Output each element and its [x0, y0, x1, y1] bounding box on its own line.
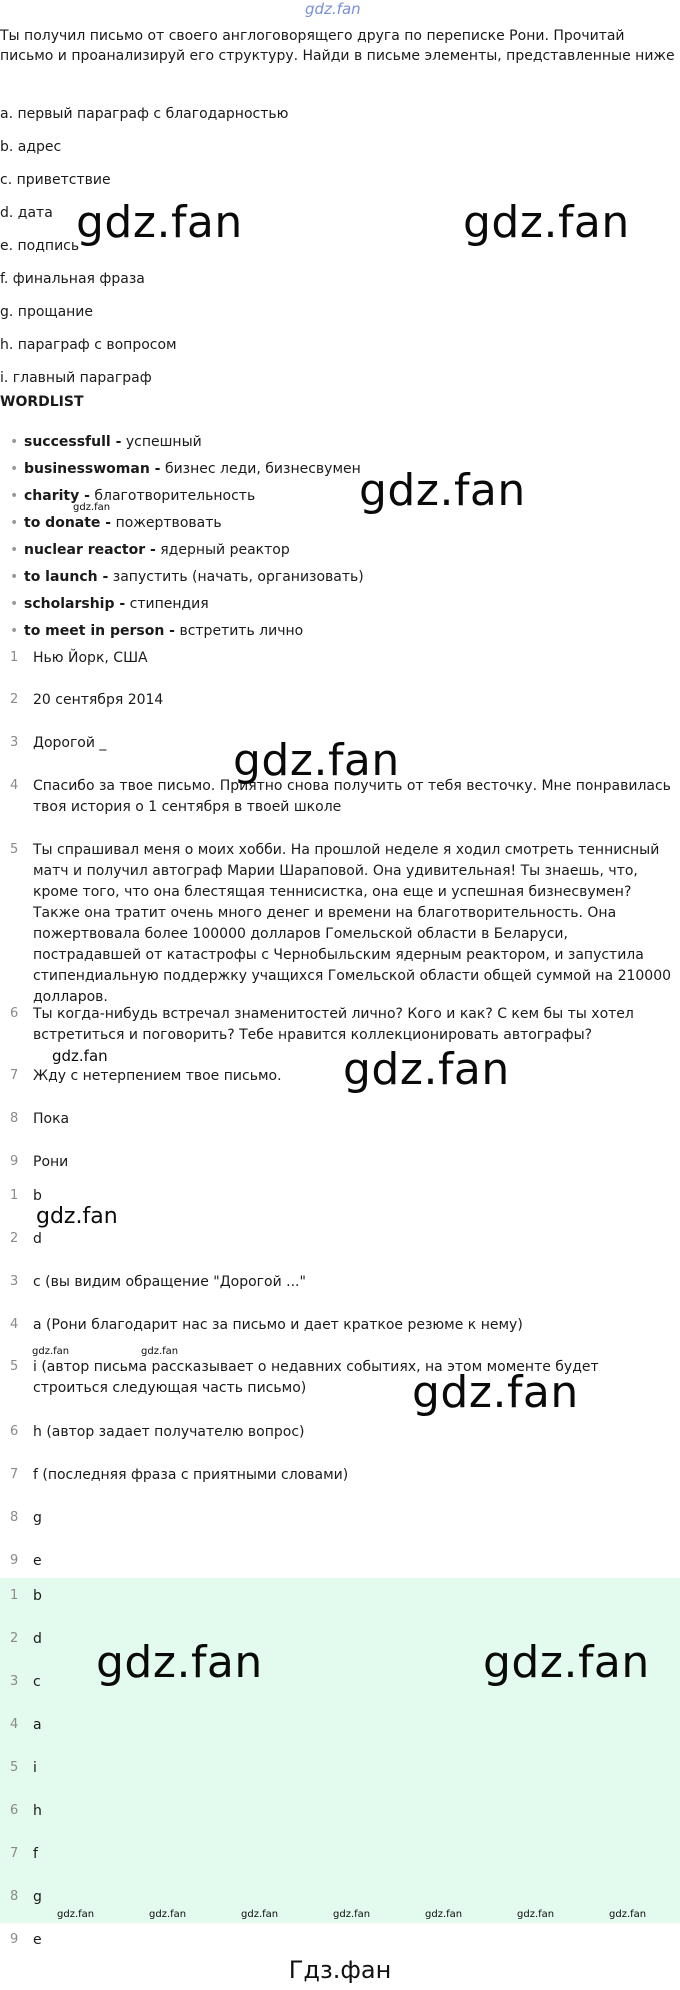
wordlist-translation: бизнес леди, бизнесвумен [160, 461, 361, 477]
analysis-line: a (Рони благодарит нас за письмо и дает краткое резюме к нему) [33, 1317, 523, 1333]
row-number: 1 [10, 650, 19, 665]
bullet-icon: • [10, 434, 19, 450]
row-number: 3 [10, 1274, 19, 1289]
wordlist-translation: успешный [121, 434, 202, 450]
letter-line: Ты спрашивал меня о моих хобби. На прошлой неделе я ходил смотреть теннисный матч и получил автограф Марии Шараповой. Она удивительная! Ты знаешь, что, кроме того, что она блестящая теннисистка, она еще и успешная бизнесвумен? Также она тратит очень много денег и времени на благотворительность. Она пожертвовала более 100000 долларов Гомельской области в Беларуси, пострадавшей от катастрофы с Чернобыльским ядерным реактором, и запустила стипендиальную поддержку учащихся Гомельской области общей суммой на 210000 долларов. [33, 842, 672, 1005]
row-number: 2 [10, 1631, 19, 1646]
bullet-icon: • [10, 488, 19, 504]
row-number: 1 [10, 1588, 19, 1603]
answer-line: g [33, 1889, 42, 1905]
row-number: 7 [10, 1467, 19, 1482]
analysis-line: e [33, 1553, 42, 1569]
row-number: 4 [10, 1717, 19, 1732]
bullet-icon: • [10, 461, 19, 477]
row-number: 2 [10, 692, 19, 707]
watermark: gdz.fan [149, 1909, 187, 1920]
wordlist-item [10, 594, 209, 614]
wordlist-term: nuclear reactor - [24, 542, 156, 558]
row-number: 4 [10, 1317, 19, 1332]
row-number: 9 [10, 1932, 19, 1947]
wordlist-item [10, 621, 303, 641]
watermark: gdz.fan [141, 1346, 179, 1357]
letter-line: Жду с нетерпением твое письмо. [33, 1068, 282, 1084]
letter-line: Рони [33, 1154, 69, 1170]
element-item-h: h. параграф с вопросом [0, 337, 177, 353]
row-number: 6 [10, 1424, 19, 1439]
wordlist-term: scholarship - [24, 596, 126, 612]
answer-line: a [33, 1717, 42, 1733]
row-number: 5 [10, 1359, 19, 1374]
element-item-g: g. прощание [0, 304, 94, 320]
wordlist-item [10, 459, 361, 479]
row-number: 2 [10, 1231, 19, 1246]
answer-line: d [33, 1631, 42, 1647]
watermark: gdz.fan [32, 1346, 70, 1357]
analysis-line: c (вы видим обращение "Дорогой ..." [33, 1274, 306, 1290]
answer-line: f [33, 1846, 38, 1862]
footer-brand: Гдз.фан [288, 1956, 392, 1984]
element-item-c: c. приветствие [0, 172, 111, 188]
letter-line: Ты когда-нибудь встречал знаменитостей лично? Кого и как? С кем бы ты хотел встретиться и поговорить? Тебе нравится коллекционировать автографы? [33, 1006, 634, 1043]
wordlist-term: to meet in person - [24, 623, 175, 639]
wordlist-translation: запустить (начать, организовать) [108, 569, 364, 585]
watermark: gdz.fan [333, 1909, 371, 1920]
analysis-line: d [33, 1231, 42, 1247]
wordlist-term: successfull - [24, 434, 122, 450]
watermark: gdz.fan [241, 1909, 279, 1920]
watermark: gdz.fan [609, 1909, 647, 1920]
letter-line: Нью Йорк, США [33, 650, 148, 666]
analysis-line: i (автор письма рассказывает о недавних событиях, на этом моменте будет строиться следующая часть письмо) [33, 1359, 599, 1396]
wordlist-item [10, 567, 364, 587]
bullet-icon: • [10, 542, 19, 558]
element-item-i: i. главный параграф [0, 370, 152, 386]
watermark: gdz.fan [96, 1637, 263, 1688]
answer-line: e [33, 1932, 42, 1948]
letter-line: Пока [33, 1111, 70, 1127]
row-number: 7 [10, 1068, 19, 1083]
element-item-a: a. первый параграф с благодарностью [0, 106, 289, 122]
wordlist-term: to donate - [24, 515, 112, 531]
answer-line: b [33, 1588, 42, 1604]
watermark: gdz.fan [359, 465, 526, 516]
wordlist-translation: встретить лично [175, 623, 304, 639]
bullet-icon: • [10, 515, 19, 531]
row-number: 6 [10, 1803, 19, 1818]
row-number: 3 [10, 735, 19, 750]
letter-line: 20 сентября 2014 [33, 692, 164, 708]
bullet-icon: • [10, 596, 19, 612]
wordlist-translation: благотворительность [89, 488, 256, 504]
wordlist-item [10, 540, 290, 560]
row-number: 3 [10, 1674, 19, 1689]
element-item-f: f. финальная фраза [0, 271, 145, 287]
row-number: 8 [10, 1111, 19, 1126]
row-number: 7 [10, 1846, 19, 1861]
answer-line: h [33, 1803, 42, 1819]
element-item-b: b. адрес [0, 139, 62, 155]
row-number: 9 [10, 1553, 19, 1568]
wordlist-term: to launch - [24, 569, 109, 585]
answer-line: c [33, 1674, 41, 1690]
row-number: 1 [10, 1188, 19, 1203]
wordlist-term: charity - [24, 488, 90, 504]
watermark: gdz.fan [233, 735, 400, 786]
watermark: gdz.fan [483, 1637, 650, 1688]
watermark: gdz.fan [425, 1909, 463, 1920]
row-number: 4 [10, 778, 19, 793]
watermark: gdz.fan [52, 1047, 108, 1065]
element-item-d: d. дата [0, 205, 53, 221]
row-number: 8 [10, 1510, 19, 1525]
analysis-line: f (последняя фраза с приятными словами) [33, 1467, 349, 1483]
element-item-e: e. подпись [0, 238, 80, 254]
bullet-icon: • [10, 569, 19, 585]
watermark: gdz.fan [57, 1909, 95, 1920]
watermark: gdz.fan [517, 1909, 555, 1920]
row-number: 5 [10, 1760, 19, 1775]
wordlist-item [10, 432, 202, 452]
wordlist-term: businesswoman - [24, 461, 161, 477]
analysis-line: g [33, 1510, 42, 1526]
watermark: gdz.fan [412, 1367, 579, 1418]
answer-line: i [33, 1760, 37, 1776]
watermark: gdz.fan [463, 197, 630, 248]
top-watermark: gdz.fan [305, 0, 361, 18]
watermark: gdz.fan [73, 502, 111, 513]
analysis-line: b [33, 1188, 42, 1204]
row-number: 8 [10, 1889, 19, 1904]
bullet-icon: • [10, 623, 19, 639]
wordlist-translation: ядерный реактор [155, 542, 290, 558]
watermark: gdz.fan [36, 1204, 118, 1229]
task-intro: Ты получил письмо от своего англоговорящего друга по переписке Рони. Прочитай письмо и проанализируй его структуру. Найди в письме элементы, представленные ниже [0, 28, 675, 64]
watermark: gdz.fan [343, 1044, 510, 1095]
analysis-line: h (автор задает получателю вопрос) [33, 1424, 305, 1440]
letter-line: Дорогой _ [33, 735, 107, 751]
wordlist-translation: стипендия [125, 596, 209, 612]
watermark: gdz.fan [76, 197, 243, 248]
row-number: 6 [10, 1006, 19, 1021]
letter-line: Спасибо за твое письмо. Приятно снова получить от тебя весточку. Мне понравилась твоя история о 1 сентября в твоей школе [33, 778, 671, 815]
wordlist-item [10, 486, 255, 506]
wordlist-item [10, 513, 222, 533]
wordlist-translation: пожертвовать [111, 515, 222, 531]
row-number: 9 [10, 1154, 19, 1169]
row-number: 5 [10, 842, 19, 857]
wordlist-title: WORDLIST [0, 394, 84, 410]
